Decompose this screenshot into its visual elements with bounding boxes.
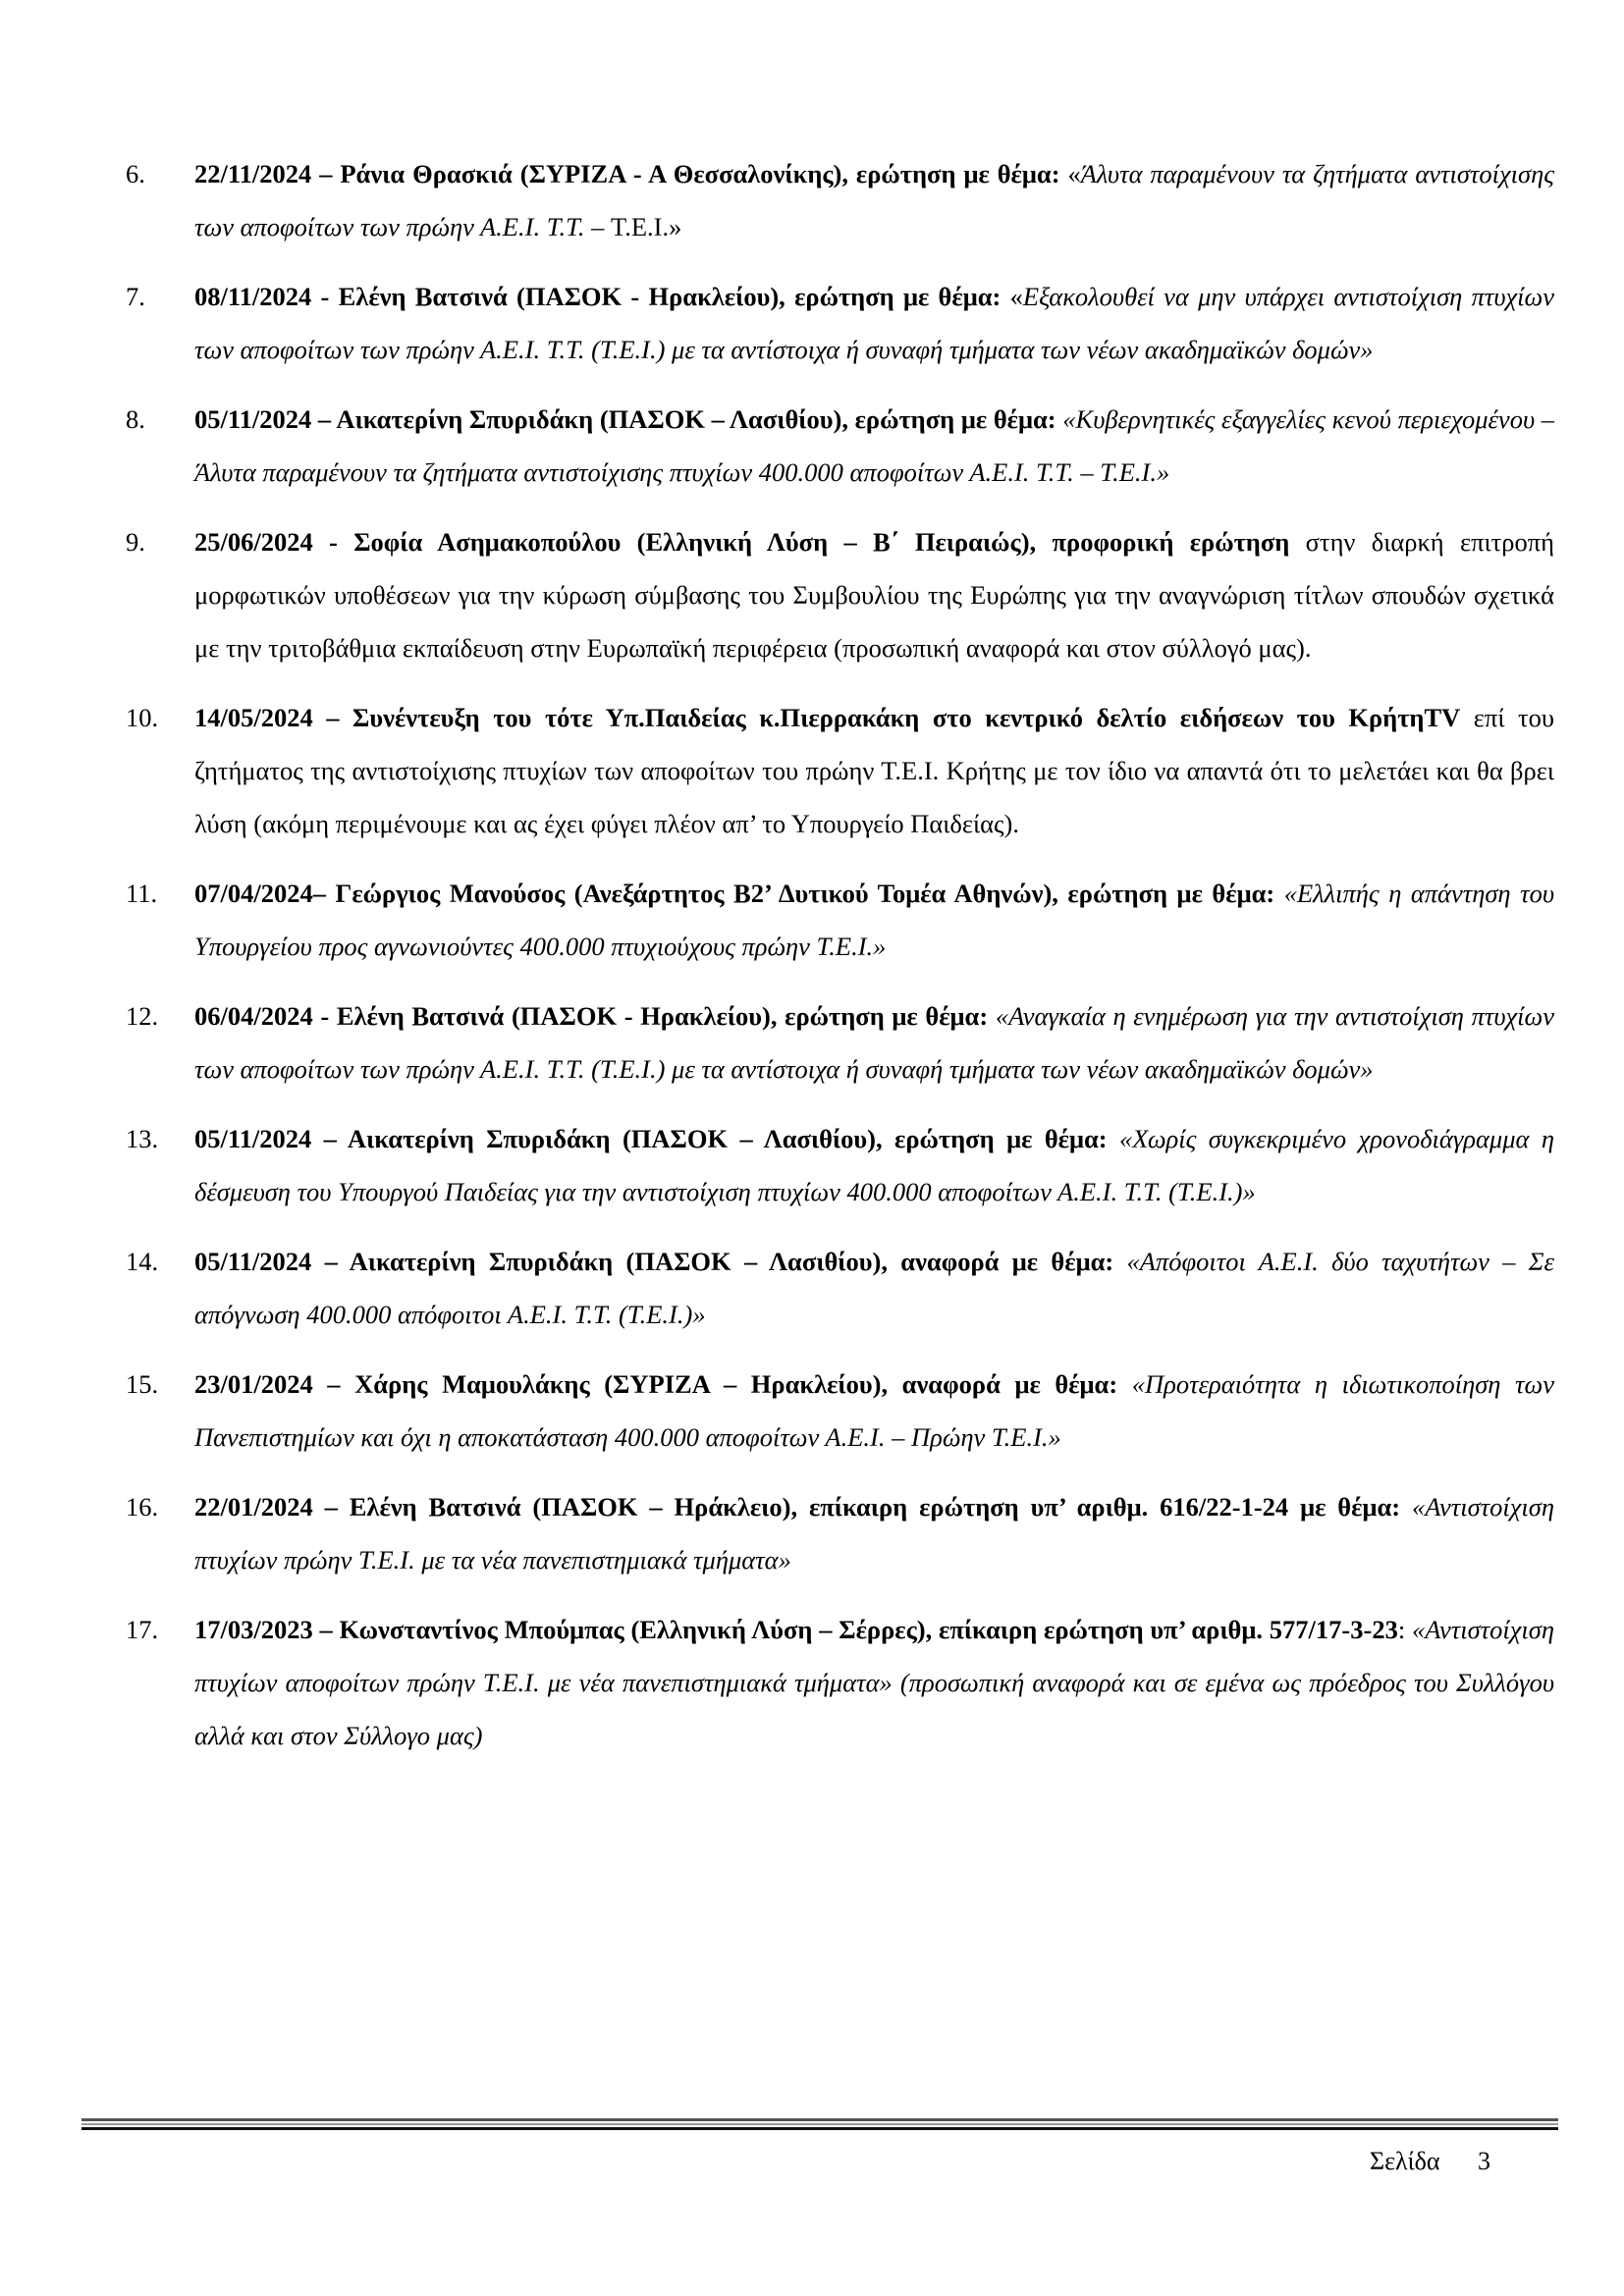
entry-heading: 17/03/2023 – Κωνσταντίνος Μπούμπας (Ελληνική Λύση – Σέρρες), επίκαιρη ερώτηση υπ’ αριθμ. 577/17-3-23 xyxy=(194,1615,1398,1644)
list-item xyxy=(126,270,1554,376)
list-item-text xyxy=(194,1247,1554,1329)
list-item-text xyxy=(194,1369,1554,1452)
entry-heading: 22/01/2024 – Ελένη Βατσινά (ΠΑΣΟΚ – Ηράκλειο), επίκαιρη ερώτηση υπ’ αριθμ. 616/22-1-24 με θέμα: xyxy=(194,1492,1412,1522)
list-item-number: 12. xyxy=(126,1001,159,1031)
entry-subject: «Προτεραιότητα η ιδιωτικοποίηση των Πανεπιστημίων και όχι η αποκατάσταση 400.000 αποφοίτων Α.Ε.Ι. – Πρώην Τ.Ε.Ι.» xyxy=(194,1369,1554,1452)
entry-subject: «Ελλιπής η απάντηση του Υπουργείου προς αγνωνιούντες 400.000 πτυχιούχους πρώην Τ.Ε.Ι.» xyxy=(194,879,1554,961)
list-item-number: 9. xyxy=(126,527,145,557)
entry-subject: «Αντιστοίχιση πτυχίων αποφοίτων πρώην Τ.Ε.Ι. με νέα πανεπιστημιακά τμήματα» (προσωπική αναφορά και σε εμένα ως πρόεδρος του Συλλόγου αλλά και στον Σύλλογο μας) xyxy=(194,1615,1554,1750)
list-item xyxy=(126,1603,1554,1762)
footer-divider-line-middle xyxy=(81,2123,1558,2125)
entry-text: « xyxy=(1067,159,1081,188)
entry-subject: «Απόφοιτοι Α.Ε.Ι. δύο ταχυτήτων – Σε απόγνωση 400.000 απόφοιτοι Α.Ε.Ι. Τ.Τ. (Τ.Ε.Ι.)» xyxy=(194,1247,1554,1329)
list-item xyxy=(126,1480,1554,1586)
page-number: 3 xyxy=(1478,2147,1491,2175)
entry-heading: 23/01/2024 – Χάρης Μαμουλάκης (ΣΥΡΙΖΑ – Ηρακλείου), αναφορά με θέμα: xyxy=(194,1369,1132,1399)
entry-text: επί του ζητήματος της αντιστοίχισης πτυχίων των αποφοίτων του πρώην Τ.Ε.Ι. Κρήτης με τον ίδιο να απαντά ότι το μελετάει και θα βρει λύση (ακόμη περιμένουμε και ας έχει φύγει πλέον απ’ το Υπουργείο Παιδείας). xyxy=(194,703,1554,838)
list-item xyxy=(126,147,1554,253)
entry-heading: 25/06/2024 - Σοφία Ασημακοπούλου (Ελληνική Λύση – Β΄ Πειραιώς), προφορική ερώτηση xyxy=(194,527,1290,557)
entry-subject: «Αναγκαία η ενημέρωση για την αντιστοίχιση πτυχίων των αποφοίτων των πρώην Α.Ε.Ι. Τ.Τ. (Τ.Ε.Ι.) με τα αντίστοιχα ή συναφή τμήματα των νέων ακαδημαϊκών δομών» xyxy=(194,1001,1554,1084)
entry-text: « xyxy=(1009,282,1023,311)
list-item xyxy=(126,989,1554,1095)
list-item-text xyxy=(194,1492,1554,1575)
parliamentary-questions-list xyxy=(126,147,1554,1779)
list-item-text xyxy=(194,159,1554,241)
entry-text: : xyxy=(1397,1615,1412,1644)
entry-text: στην διαρκή επιτροπή μορφωτικών υποθέσεων για την κύρωση σύμβασης του Συμβουλίου της Ευρώπης για την αναγνώριση τίτλων σπουδών σχετικά με την τριτοβάθμια εκπαίδευση στην Ευρωπαϊκή περιφέρεια (προσωπική αναφορά και στον σύλλογό μας). xyxy=(194,527,1554,663)
list-item xyxy=(126,1358,1554,1464)
list-item-text xyxy=(194,703,1554,838)
entry-subject: «Αντιστοίχιση πτυχίων πρώην Τ.Ε.Ι. με τα νέα πανεπιστημιακά τμήματα» xyxy=(194,1492,1554,1575)
entry-subject: «Κυβερνητικές εξαγγελίες κενού περιεχομένου – Άλυτα παραμένουν τα ζητήματα αντιστοίχισης πτυχίων 400.000 αποφοίτων Α.Ε.Ι. Τ.Τ. – Τ.Ε.Ι.» xyxy=(194,404,1554,487)
entry-subject: «Χωρίς συγκεκριμένο χρονοδιάγραμμα η δέσμευση του Υπουργού Παιδείας για την αντιστοίχιση πτυχίων 400.000 αποφοίτων Α.Ε.Ι. Τ.Τ. (Τ.Ε.Ι.)» xyxy=(194,1124,1554,1206)
entry-subject: Άλυτα παραμένουν τα ζητήματα αντιστοίχισης των αποφοίτων των πρώην Α.Ε.Ι. Τ.Τ. – xyxy=(194,159,1555,241)
list-item-number: 15. xyxy=(126,1369,159,1399)
footer-divider-line-bottom xyxy=(81,2127,1558,2130)
list-item-number: 14. xyxy=(126,1247,159,1276)
list-item-text xyxy=(194,1615,1554,1750)
entry-text: Τ.Ε.Ι.» xyxy=(611,212,682,241)
list-item xyxy=(126,1112,1554,1218)
list-item-number: 6. xyxy=(126,159,145,188)
entry-heading: 06/04/2024 - Ελένη Βατσινά (ΠΑΣΟΚ - Ηρακλείου), ερώτηση με θέμα: xyxy=(194,1001,996,1031)
list-item-number: 7. xyxy=(126,282,145,311)
list-item-number: 11. xyxy=(126,879,158,908)
entry-heading: 07/04/2024– Γεώργιος Μανούσος (Ανεξάρτητος Β2’ Δυτικού Τομέα Αθηνών), ερώτηση με θέμα: xyxy=(194,879,1284,908)
list-item-text xyxy=(194,1001,1554,1084)
entry-heading: 08/11/2024 - Ελένη Βατσινά (ΠΑΣΟΚ - Ηρακλείου), ερώτηση με θέμα: xyxy=(194,282,1010,311)
footer-divider xyxy=(81,2118,1558,2132)
page-footer xyxy=(1370,2144,1490,2179)
list-item-number: 17. xyxy=(126,1615,159,1644)
entry-heading: 22/11/2024 – Ράνια Θρασκιά (ΣΥΡΙΖΑ - Α Θεσσαλονίκης), ερώτηση με θέμα: xyxy=(194,159,1068,188)
list-item xyxy=(126,1235,1554,1341)
list-item-text xyxy=(194,879,1554,961)
list-item-number: 13. xyxy=(126,1124,159,1153)
page-label: Σελίδα xyxy=(1370,2147,1440,2175)
list-item xyxy=(126,867,1554,973)
entry-heading: 14/05/2024 – Συνέντευξη του τότε Υπ.Παιδείας κ.Πιερρακάκη στο κεντρικό δελτίο ειδήσεων του ΚρήτηTV xyxy=(194,703,1461,732)
entry-heading: 05/11/2024 – Αικατερίνη Σπυριδάκη (ΠΑΣΟΚ – Λασιθίου), αναφορά με θέμα: xyxy=(194,1247,1127,1276)
entry-heading: 05/11/2024 – Αικατερίνη Σπυριδάκη (ΠΑΣΟΚ – Λασιθίου), ερώτηση με θέμα: xyxy=(194,1124,1120,1153)
list-item xyxy=(126,515,1554,674)
list-item xyxy=(126,691,1554,850)
list-item-text xyxy=(194,282,1554,364)
list-item xyxy=(126,393,1554,499)
list-item-number: 10. xyxy=(126,703,159,732)
entry-subject: Εξακολουθεί να μην υπάρχει αντιστοίχιση πτυχίων των αποφοίτων των πρώην Α.Ε.Ι. Τ.Τ. (Τ.Ε.Ι.) με τα αντίστοιχα ή συναφή τμήματα των νέων ακαδημαϊκών δομών» xyxy=(194,282,1554,364)
list-item-text xyxy=(194,1124,1554,1206)
list-item-text xyxy=(194,527,1554,663)
list-item-number: 16. xyxy=(126,1492,159,1522)
list-item-text xyxy=(194,404,1554,487)
list-item-number: 8. xyxy=(126,404,145,434)
entry-heading: 05/11/2024 – Αικατερίνη Σπυριδάκη (ΠΑΣΟΚ – Λασιθίου), ερώτηση με θέμα: xyxy=(194,404,1063,434)
footer-divider-line-top xyxy=(81,2118,1558,2121)
